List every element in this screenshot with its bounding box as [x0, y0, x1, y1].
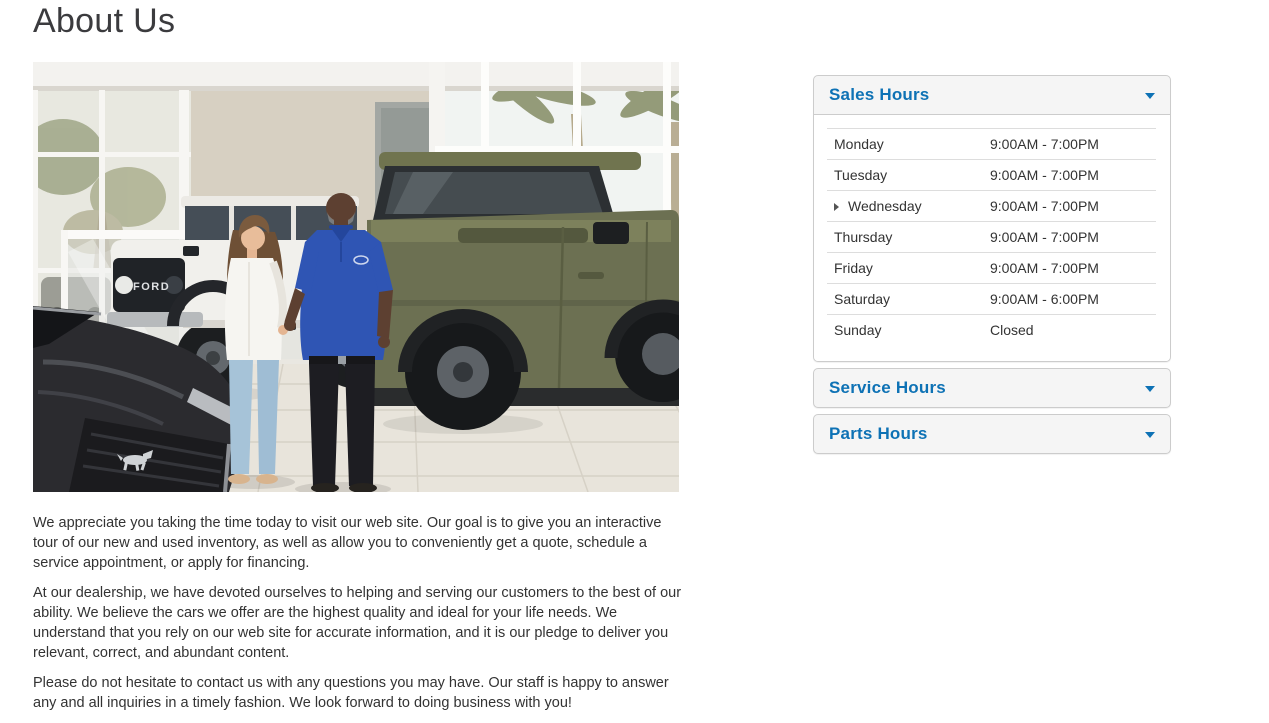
- service-hours-title: Service Hours: [829, 378, 946, 397]
- sales-hours-body: [814, 114, 1170, 361]
- hours-day: Monday: [827, 129, 990, 160]
- hours-value: 9:00AM - 7:00PM: [990, 191, 1156, 222]
- parts-hours-panel: [813, 414, 1171, 454]
- hours-day: Wednesday: [827, 191, 990, 222]
- about-paragraph: Please do not hesitate to contact us with any questions you may have. Our staff is happy to answer any and all inquiries in a timely fashion. We look forward to doing business with you!: [33, 675, 669, 711]
- showroom-photo: [33, 62, 679, 492]
- chevron-down-icon: [1145, 93, 1155, 99]
- about-copy: [33, 513, 688, 723]
- service-hours-panel: [813, 368, 1171, 408]
- hours-day: Tuesday: [827, 160, 990, 191]
- about-paragraph: At our dealership, we have devoted ourselves to helping and serving our customers to the best of our ability. We believe the cars we offer are the highest quality and ideal for your life needs. We understand that you rely on our web site for accurate information, and it is our pledge to deliver you relevant, correct, and abundant content.: [33, 585, 682, 661]
- hours-row-today: [827, 191, 1156, 222]
- hours-day: Saturday: [827, 284, 990, 315]
- today-marker-icon: [834, 203, 839, 211]
- showroom-photo-illustration: [33, 62, 679, 492]
- hours-row: [827, 222, 1156, 253]
- parts-hours-header[interactable]: [814, 415, 1170, 453]
- hours-row: [827, 160, 1156, 191]
- sales-hours-header[interactable]: [814, 76, 1170, 114]
- hours-day: Sunday: [827, 315, 990, 346]
- sales-hours-table: [827, 128, 1156, 345]
- hours-value: 9:00AM - 7:00PM: [990, 253, 1156, 284]
- chevron-down-icon: [1145, 432, 1155, 438]
- svg-text:FORD: FORD: [133, 281, 171, 293]
- hours-row: [827, 129, 1156, 160]
- page-title: About Us: [33, 2, 176, 40]
- sales-hours-panel: [813, 75, 1171, 362]
- hours-value: 9:00AM - 7:00PM: [990, 160, 1156, 191]
- chevron-down-icon: [1145, 386, 1155, 392]
- hours-row: [827, 253, 1156, 284]
- service-hours-header[interactable]: [814, 369, 1170, 407]
- hours-value: 9:00AM - 7:00PM: [990, 129, 1156, 160]
- hours-value: 9:00AM - 7:00PM: [990, 222, 1156, 253]
- hours-value: Closed: [990, 315, 1156, 346]
- hours-row: [827, 284, 1156, 315]
- sales-hours-title: Sales Hours: [829, 85, 930, 104]
- hours-row: [827, 315, 1156, 346]
- about-paragraph: We appreciate you taking the time today to visit our web site. Our goal is to give you an interactive tour of our new and used inventory, as well as allow you to conveniently get a quote, schedule a service appointment, or apply for financing.: [33, 515, 662, 571]
- hours-value: 9:00AM - 6:00PM: [990, 284, 1156, 315]
- hours-rail: [813, 75, 1171, 460]
- parts-hours-title: Parts Hours: [829, 424, 928, 443]
- hours-day: Thursday: [827, 222, 990, 253]
- hours-day: Friday: [827, 253, 990, 284]
